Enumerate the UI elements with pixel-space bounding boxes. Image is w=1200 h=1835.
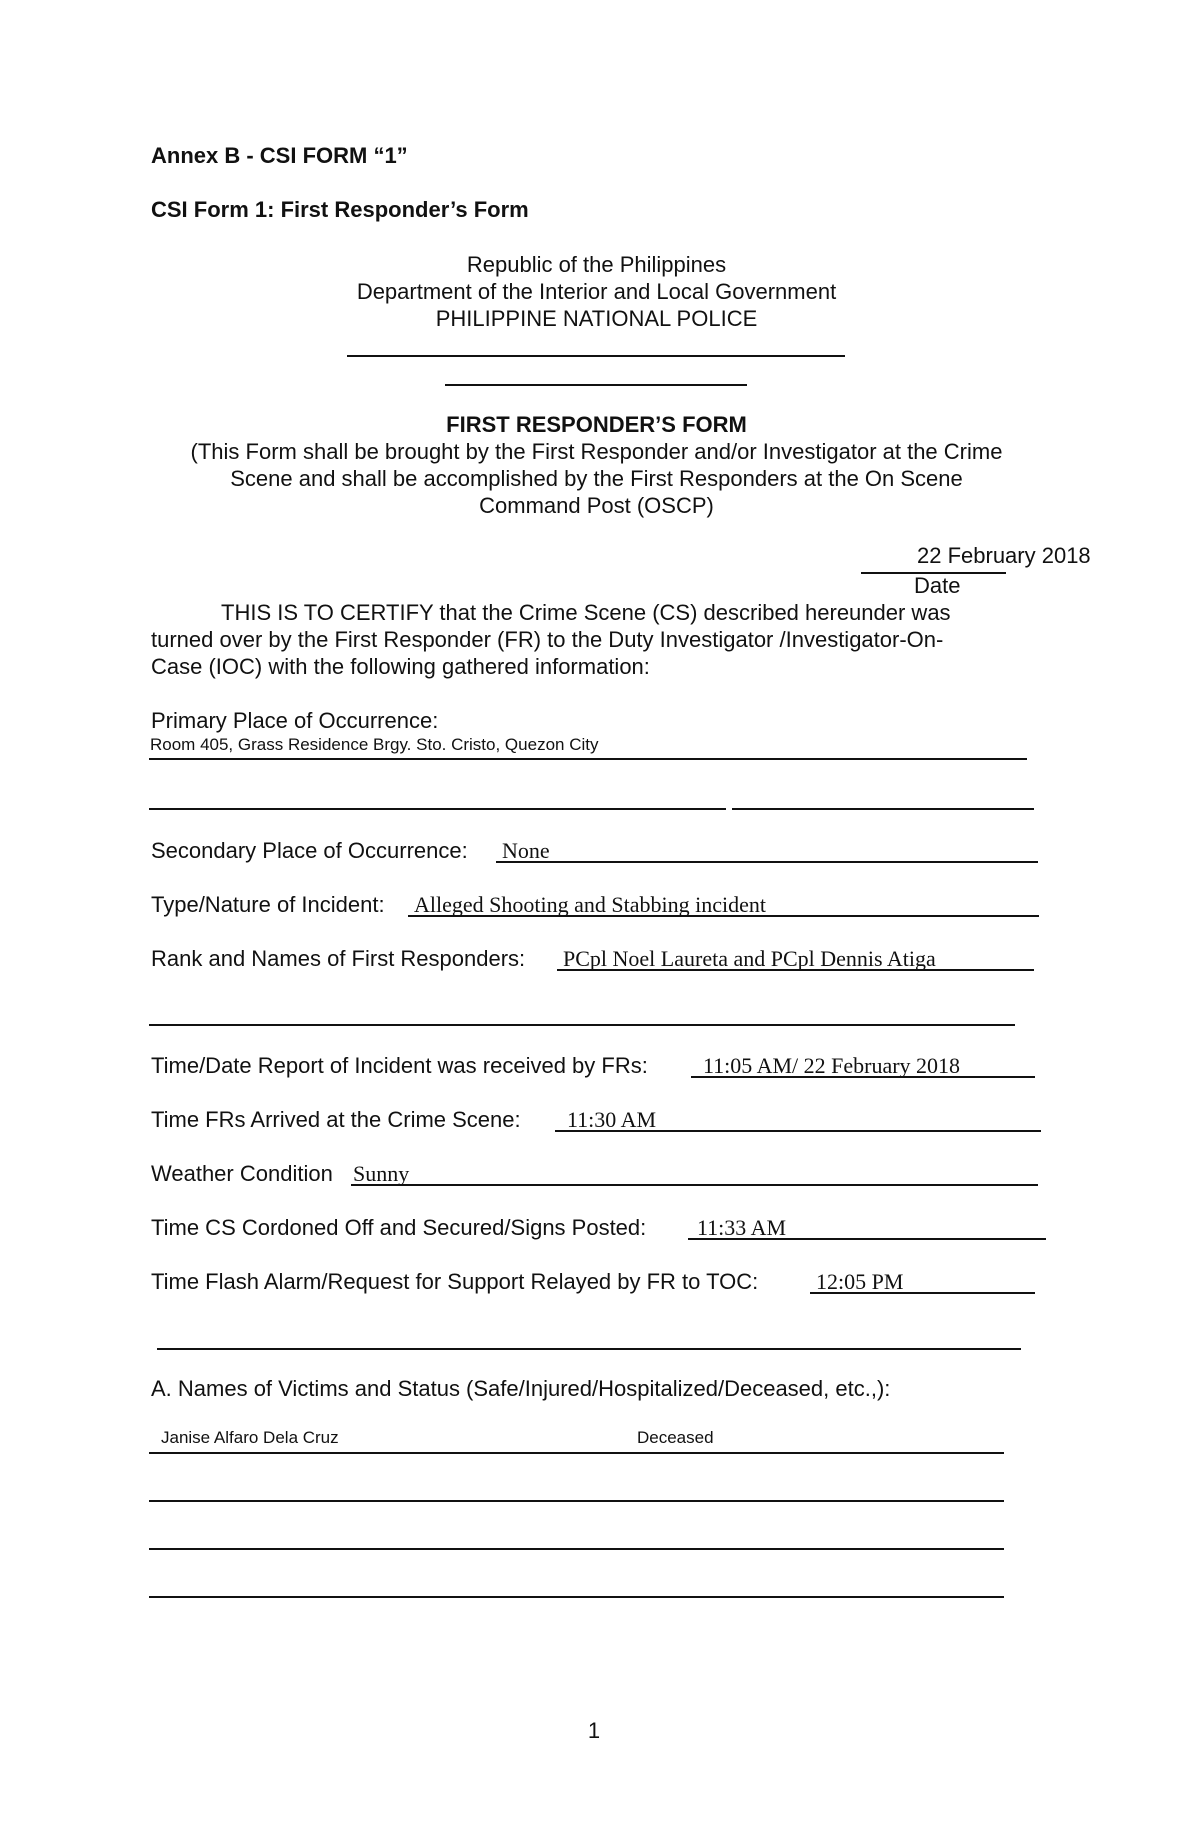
header-divider-short — [445, 384, 747, 386]
certify-line-3: Case (IOC) with the following gathered information: — [151, 654, 650, 679]
header-republic: Republic of the Philippines — [466, 252, 727, 277]
certify-line-1: THIS IS TO CERTIFY that the Crime Scene (CS) described hereunder was — [221, 600, 951, 625]
arrived-value[interactable]: 11:30 AM — [567, 1107, 657, 1132]
flash-alarm-label: Time Flash Alarm/Request for Support Relayed by FR to TOC: — [151, 1269, 759, 1294]
form-title: FIRST RESPONDER’S FORM — [446, 412, 747, 437]
victim-status[interactable]: Deceased — [637, 1428, 714, 1447]
date-label: Date — [914, 573, 961, 598]
secondary-place-underline — [496, 861, 1038, 863]
first-responders-underline — [557, 969, 1034, 971]
arrived-underline — [555, 1130, 1041, 1132]
primary-place-label: Primary Place of Occurrence: — [151, 708, 439, 733]
certify-line-2: turned over by the First Responder (FR) to the Duty Investigator /Investigator-On- — [151, 627, 944, 652]
cordoned-underline — [688, 1238, 1046, 1240]
form-subtitle: CSI Form 1: First Responder’s Form — [151, 197, 529, 222]
header-dilg: Department of the Interior and Local Government — [356, 279, 837, 304]
weather-label: Weather Condition — [151, 1161, 333, 1186]
flash-alarm-extra-line — [157, 1348, 1021, 1350]
victims-row-line-1 — [149, 1452, 1004, 1454]
report-received-label: Time/Date Report of Incident was received by FRs: — [151, 1053, 648, 1078]
victims-row-line-3 — [149, 1548, 1004, 1550]
primary-place-underline — [149, 758, 1027, 760]
cordoned-value[interactable]: 11:33 AM — [697, 1215, 787, 1240]
primary-place-value[interactable]: Room 405, Grass Residence Brgy. Sto. Cristo, Quezon City — [150, 735, 599, 754]
secondary-place-label: Secondary Place of Occurrence: — [151, 838, 468, 863]
page-number: 1 — [587, 1718, 601, 1743]
first-responders-extra-line — [149, 1024, 1015, 1026]
date-value[interactable]: 22 February 2018 — [917, 543, 1091, 568]
first-responders-value[interactable]: PCpl Noel Laureta and PCpl Dennis Atiga — [563, 946, 936, 971]
annex-title: Annex B - CSI FORM “1” — [151, 143, 408, 168]
incident-type-value[interactable]: Alleged Shooting and Stabbing incident — [414, 892, 766, 917]
victims-row-line-4 — [149, 1596, 1004, 1598]
header-divider-long — [347, 355, 845, 357]
victim-name[interactable]: Janise Alfaro Dela Cruz — [161, 1428, 339, 1447]
header-pnp: PHILIPPINE NATIONAL POLICE — [435, 306, 758, 331]
cordoned-label: Time CS Cordoned Off and Secured/Signs Posted: — [151, 1215, 647, 1240]
instructions-line-2: Scene and shall be accomplished by the First Responders at the On Scene — [230, 466, 963, 491]
victims-heading: A. Names of Victims and Status (Safe/Injured/Hospitalized/Deceased, etc.,): — [151, 1376, 891, 1401]
first-responders-label: Rank and Names of First Responders: — [151, 946, 526, 971]
report-received-value[interactable]: 11:05 AM/ 22 February 2018 — [703, 1053, 961, 1078]
primary-place-extra-line-left — [149, 808, 726, 810]
instructions-line-3: Command Post (OSCP) — [479, 493, 714, 518]
instructions-line-1: (This Form shall be brought by the First Responder and/or Investigator at the Crime — [190, 439, 1003, 464]
arrived-label: Time FRs Arrived at the Crime Scene: — [151, 1107, 521, 1132]
secondary-place-value[interactable]: None — [502, 838, 550, 863]
victims-row-line-2 — [149, 1500, 1004, 1502]
incident-type-underline — [408, 915, 1039, 917]
incident-type-label: Type/Nature of Incident: — [151, 892, 385, 917]
flash-alarm-value[interactable]: 12:05 PM — [816, 1269, 904, 1294]
weather-value[interactable]: Sunny — [353, 1161, 410, 1186]
primary-place-extra-line-right — [732, 808, 1034, 810]
flash-alarm-underline — [810, 1292, 1035, 1294]
report-received-underline — [691, 1076, 1035, 1078]
weather-underline — [351, 1184, 1038, 1186]
